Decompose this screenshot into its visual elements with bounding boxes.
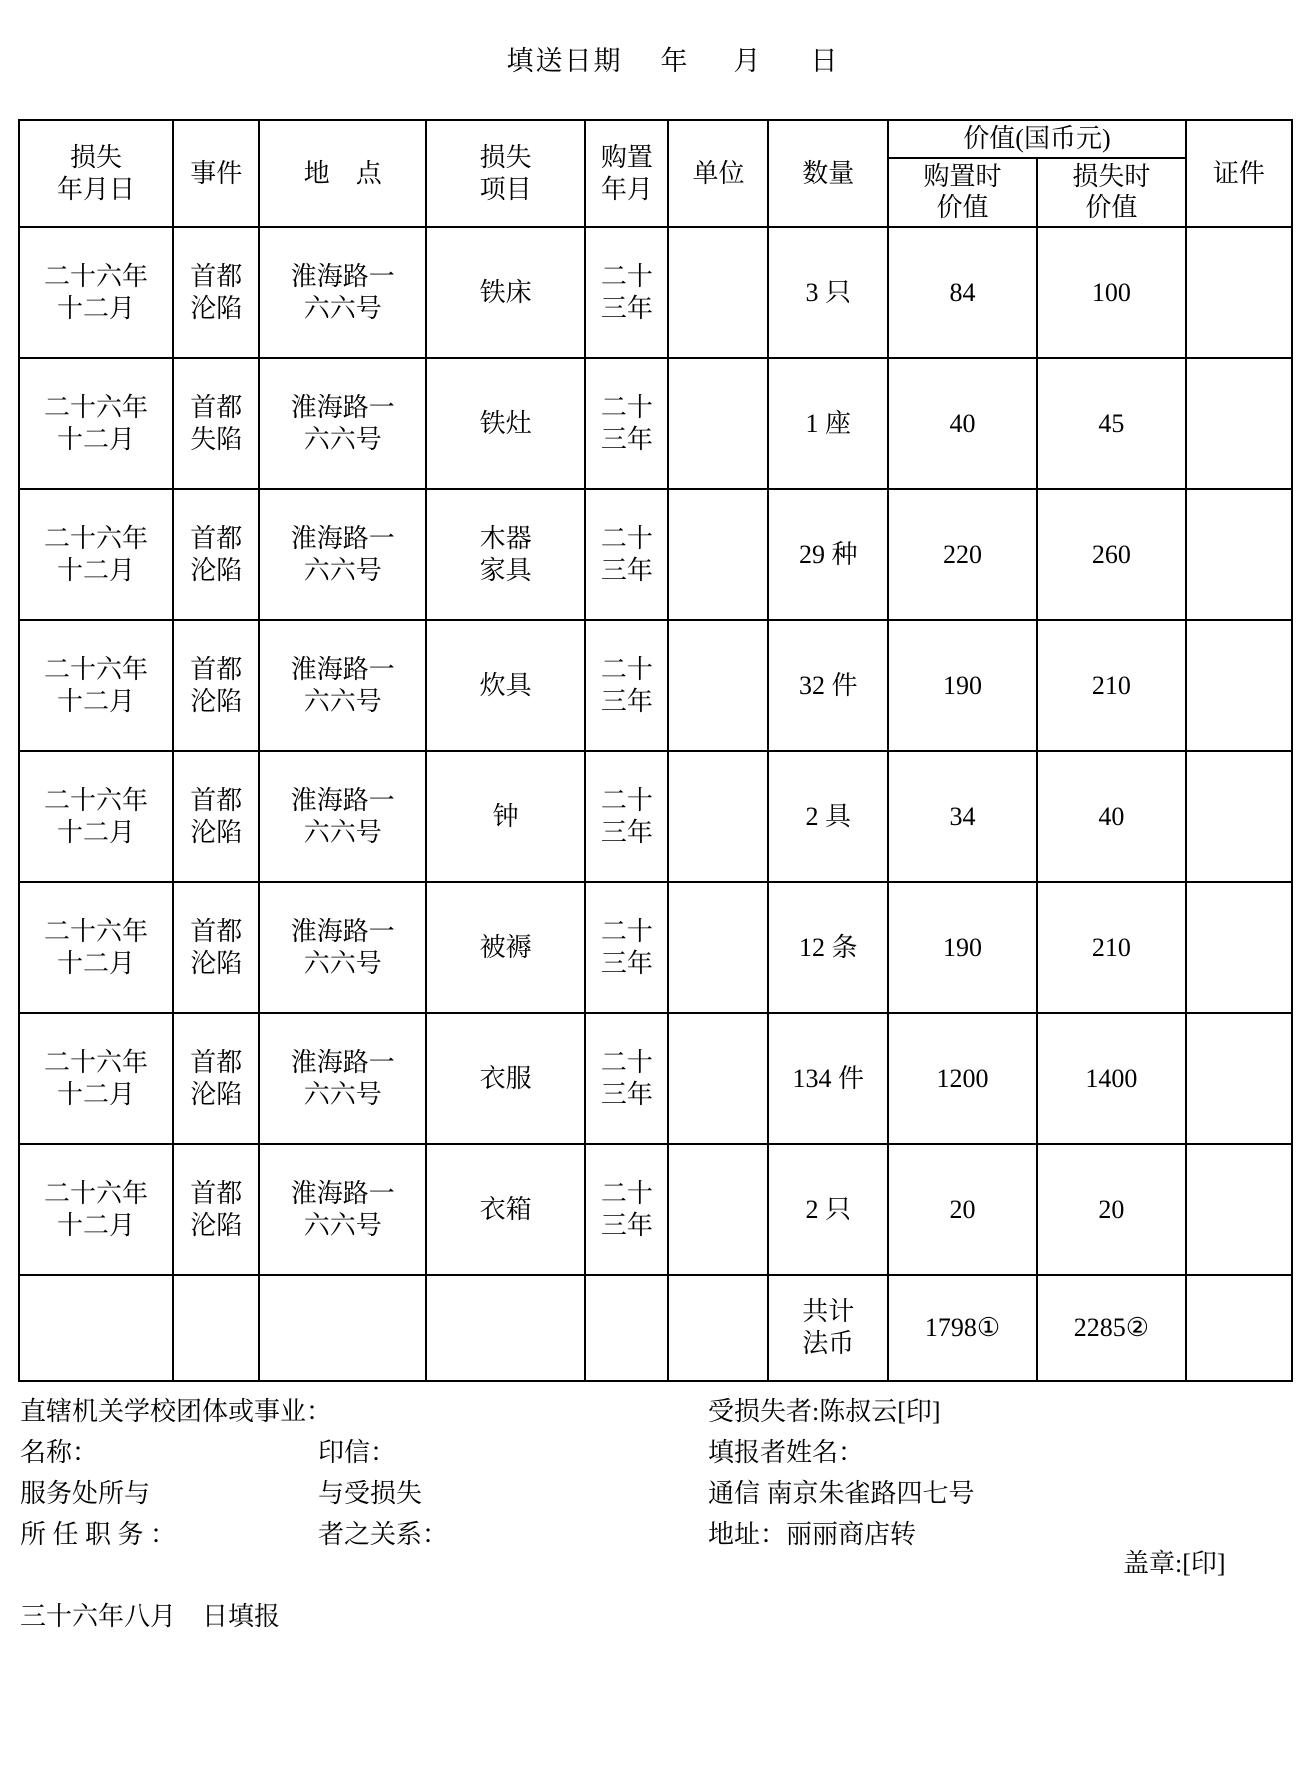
header-value-buy-line1: 购置时: [923, 161, 1002, 191]
cell-loss-date: [19, 620, 173, 751]
place-line2: 六六号: [303, 1210, 382, 1240]
cell-value-purchase: 220: [888, 489, 1037, 620]
footer-left-line-1: 直辖机关学校团体或事业：: [20, 1397, 333, 1427]
cell-quantity: 3 只: [768, 227, 888, 358]
place-line1: 淮海路一: [290, 654, 395, 684]
cell-loss-date: [19, 489, 173, 620]
event-line2: 沦陷: [190, 817, 243, 847]
buy-line1: 二十: [600, 392, 653, 422]
event-line1: 首都: [190, 261, 243, 291]
loss-date-line1: 二十六年: [44, 1047, 149, 1077]
header-certificate: 证件: [1186, 120, 1292, 227]
cell-quantity: 2 只: [768, 1144, 888, 1275]
cell-purchase-date: [585, 358, 668, 489]
cell-loss-date: [19, 751, 173, 882]
buy-line2: 三年: [600, 424, 653, 454]
header-unit: 单位: [668, 120, 768, 227]
place-line2: 六六号: [303, 817, 382, 847]
cell-loss-date: [19, 882, 173, 1013]
loss-date-line2: 十二月: [57, 817, 136, 847]
cell-value-purchase: 190: [888, 620, 1037, 751]
place-line2: 六六号: [303, 686, 382, 716]
event-line2: 沦陷: [190, 555, 243, 585]
event-line1: 首都: [190, 654, 243, 684]
header-item-line1: 损失: [479, 142, 532, 172]
event-line2: 沦陷: [190, 1079, 243, 1109]
place-line1: 淮海路一: [290, 392, 395, 422]
cell-purchase-date: [585, 1013, 668, 1144]
footer-right-line-1: 受损失者:陈叔云[印]: [708, 1397, 941, 1427]
place-line1: 淮海路一: [290, 1178, 395, 1208]
header-item: [426, 120, 585, 227]
cell-item: [426, 1013, 585, 1144]
cell-certificate: [1186, 620, 1292, 751]
header-loss-date-line1: 损失: [70, 142, 123, 172]
cell-certificate: [1186, 227, 1292, 358]
total-blank-date: [19, 1275, 173, 1381]
total-label: [768, 1275, 888, 1381]
cell-quantity: 134 件: [768, 1013, 888, 1144]
table-row: [19, 620, 1292, 751]
cell-unit: [668, 358, 768, 489]
buy-line2: 三年: [600, 686, 653, 716]
loss-table: [18, 119, 1293, 1382]
place-line2: 六六号: [303, 293, 382, 323]
table-row: [19, 882, 1292, 1013]
place-line1: 淮海路一: [290, 261, 395, 291]
cell-unit: [668, 751, 768, 882]
cell-value-loss: 45: [1037, 358, 1186, 489]
cell-value-purchase: 84: [888, 227, 1037, 358]
loss-date-line2: 十二月: [57, 948, 136, 978]
cell-value-purchase: 190: [888, 882, 1037, 1013]
cell-place: [259, 882, 426, 1013]
item-line1: 被褥: [479, 932, 532, 962]
header-loss-date: [19, 120, 173, 227]
loss-date-line2: 十二月: [57, 686, 136, 716]
cell-certificate: [1186, 358, 1292, 489]
cell-purchase-date: [585, 227, 668, 358]
header-quantity: 数量: [768, 120, 888, 227]
cell-event: [173, 358, 259, 489]
cell-quantity: 1 座: [768, 358, 888, 489]
cell-value-loss: 20: [1037, 1144, 1186, 1275]
place-line2: 六六号: [303, 948, 382, 978]
footer-stamp-label: 盖章:[印]: [1123, 1549, 1226, 1579]
cell-certificate: [1186, 751, 1292, 882]
total-blank-place: [259, 1275, 426, 1381]
cell-quantity: 2 具: [768, 751, 888, 882]
buy-line1: 二十: [600, 523, 653, 553]
event-line1: 首都: [190, 1047, 243, 1077]
cell-value-purchase: 20: [888, 1144, 1037, 1275]
footer-left-line-2: 名称：: [20, 1438, 99, 1468]
event-line2: 沦陷: [190, 1210, 243, 1240]
loss-date-line2: 十二月: [57, 293, 136, 323]
footer-right-line-3: 通信 南京朱雀路四七号: [708, 1479, 975, 1509]
buy-line1: 二十: [600, 916, 653, 946]
table-body: [19, 227, 1292, 1381]
cell-unit: [668, 1013, 768, 1144]
cell-purchase-date: [585, 751, 668, 882]
event-line2: 沦陷: [190, 686, 243, 716]
item-line1: 木器: [479, 523, 532, 553]
cell-event: [173, 620, 259, 751]
place-line1: 淮海路一: [290, 785, 395, 815]
place-line1: 淮海路一: [290, 523, 395, 553]
day-label: 日: [810, 46, 840, 76]
cell-place: [259, 489, 426, 620]
total-blank-item: [426, 1275, 585, 1381]
footer-middle-line-1: [318, 1394, 448, 1435]
cell-unit: [668, 489, 768, 620]
buy-line2: 三年: [600, 293, 653, 323]
cell-quantity: 32 件: [768, 620, 888, 751]
cell-item: [426, 882, 585, 1013]
cell-place: [259, 1144, 426, 1275]
footer-middle-line-3: 与受损失: [318, 1479, 423, 1509]
footer-right-column: [708, 1394, 975, 1558]
table-row: [19, 751, 1292, 882]
total-label-line1: 共计: [802, 1297, 855, 1327]
total-blank-unit: [668, 1275, 768, 1381]
total-label-line2: 法币: [802, 1329, 855, 1359]
place-line2: 六六号: [303, 424, 382, 454]
item-line1: 钟: [492, 801, 519, 831]
buy-line1: 二十: [600, 785, 653, 815]
cell-item: [426, 489, 585, 620]
place-line1: 淮海路一: [290, 916, 395, 946]
cell-loss-date: [19, 1013, 173, 1144]
loss-date-line1: 二十六年: [44, 785, 149, 815]
footer-report-date: 三十六年八月 日填报: [20, 1602, 281, 1632]
footer-right-line-2: 填报者姓名：: [708, 1438, 865, 1468]
buy-line1: 二十: [600, 1047, 653, 1077]
cell-loss-date: [19, 358, 173, 489]
footer-left-line-4: 所 任 职 务 ：: [20, 1520, 177, 1550]
buy-line2: 三年: [600, 948, 653, 978]
cell-event: [173, 1144, 259, 1275]
cell-purchase-date: [585, 620, 668, 751]
header-purchase-line2: 年月: [600, 174, 653, 204]
footer-right-line-4: 地址：丽丽商店转: [708, 1520, 917, 1550]
buy-line2: 三年: [600, 1079, 653, 1109]
table-header-row-1: [19, 120, 1292, 158]
cell-item: [426, 620, 585, 751]
header-place: 地 点: [259, 120, 426, 227]
cell-value-loss: 100: [1037, 227, 1186, 358]
cell-item: [426, 227, 585, 358]
header-value-loss-line2: 价值: [1085, 193, 1138, 223]
item-line1: 衣服: [479, 1063, 532, 1093]
total-blank-purchase: [585, 1275, 668, 1381]
cell-place: [259, 751, 426, 882]
loss-date-line2: 十二月: [57, 1210, 136, 1240]
fill-date-label: 填送日期: [506, 46, 623, 76]
buy-line2: 三年: [600, 817, 653, 847]
cell-unit: [668, 1144, 768, 1275]
cell-value-loss: 260: [1037, 489, 1186, 620]
cell-purchase-date: [585, 1144, 668, 1275]
cell-place: [259, 358, 426, 489]
cell-event: [173, 751, 259, 882]
footer-left-line-3: 服务处所与: [20, 1479, 151, 1509]
buy-line1: 二十: [600, 1178, 653, 1208]
cell-unit: [668, 620, 768, 751]
cell-place: [259, 1013, 426, 1144]
cell-item: [426, 358, 585, 489]
header-value-at-purchase: [888, 158, 1037, 227]
cell-place: [259, 227, 426, 358]
event-line1: 首都: [190, 523, 243, 553]
cell-loss-date: [19, 227, 173, 358]
buy-line1: 二十: [600, 261, 653, 291]
event-line2: 失陷: [190, 424, 243, 454]
buy-line2: 三年: [600, 1210, 653, 1240]
place-line1: 淮海路一: [290, 1047, 395, 1077]
cell-item: [426, 751, 585, 882]
loss-date-line1: 二十六年: [44, 523, 149, 553]
place-line2: 六六号: [303, 555, 382, 585]
header-event: 事件: [173, 120, 259, 227]
table-row: [19, 1013, 1292, 1144]
header-value-buy-line2: 价值: [936, 193, 989, 223]
cell-quantity: 12 条: [768, 882, 888, 1013]
event-line1: 首都: [190, 1178, 243, 1208]
cell-value-loss: 210: [1037, 620, 1186, 751]
cell-unit: [668, 882, 768, 1013]
cell-value-loss: 210: [1037, 882, 1186, 1013]
header-purchase-line1: 购置: [600, 142, 653, 172]
cell-certificate: [1186, 1144, 1292, 1275]
buy-line1: 二十: [600, 654, 653, 684]
event-line2: 沦陷: [190, 293, 243, 323]
item-line1: 炊具: [479, 670, 532, 700]
cell-value-purchase: 1200: [888, 1013, 1037, 1144]
item-line1: 铁床: [479, 277, 532, 307]
loss-date-line2: 十二月: [57, 555, 136, 585]
cell-event: [173, 1013, 259, 1144]
total-blank-event: [173, 1275, 259, 1381]
header-purchase-date: [585, 120, 668, 227]
header-value-group: 价值(国币元): [888, 120, 1186, 158]
total-value-loss: 2285②: [1037, 1275, 1186, 1381]
footer-middle-column: [318, 1394, 448, 1558]
loss-date-line2: 十二月: [57, 1079, 136, 1109]
table-row: [19, 1144, 1292, 1275]
event-line1: 首都: [190, 392, 243, 422]
event-line1: 首都: [190, 916, 243, 946]
event-line2: 沦陷: [190, 948, 243, 978]
loss-date-line1: 二十六年: [44, 1178, 149, 1208]
table-row: [19, 227, 1292, 358]
cell-purchase-date: [585, 882, 668, 1013]
footer-section: [18, 1394, 1293, 1644]
cell-place: [259, 620, 426, 751]
total-blank-certificate: [1186, 1275, 1292, 1381]
header-value-at-loss: [1037, 158, 1186, 227]
cell-certificate: [1186, 882, 1292, 1013]
year-label: 年: [660, 46, 690, 76]
loss-date-line1: 二十六年: [44, 392, 149, 422]
cell-value-loss: 1400: [1037, 1013, 1186, 1144]
table-row: [19, 489, 1292, 620]
fill-date-header: [18, 0, 1293, 119]
cell-unit: [668, 227, 768, 358]
cell-event: [173, 489, 259, 620]
header-value-loss-line1: 损失时: [1072, 161, 1151, 191]
cell-purchase-date: [585, 489, 668, 620]
footer-middle-line-4: 者之关系：: [318, 1520, 449, 1550]
buy-line2: 三年: [600, 555, 653, 585]
table-row: [19, 358, 1292, 489]
cell-certificate: [1186, 1013, 1292, 1144]
loss-date-line1: 二十六年: [44, 654, 149, 684]
cell-loss-date: [19, 1144, 173, 1275]
total-value-purchase: 1798①: [888, 1275, 1037, 1381]
item-line1: 衣箱: [479, 1194, 532, 1224]
item-line2: 家具: [479, 555, 532, 585]
loss-date-line1: 二十六年: [44, 261, 149, 291]
event-line1: 首都: [190, 785, 243, 815]
month-label: 月: [733, 46, 763, 76]
table-total-row: [19, 1275, 1292, 1381]
cell-certificate: [1186, 489, 1292, 620]
loss-date-line2: 十二月: [57, 424, 136, 454]
place-line2: 六六号: [303, 1079, 382, 1109]
cell-value-purchase: 34: [888, 751, 1037, 882]
footer-left-column: [20, 1394, 332, 1558]
cell-value-loss: 40: [1037, 751, 1186, 882]
cell-quantity: 29 种: [768, 489, 888, 620]
cell-event: [173, 227, 259, 358]
footer-middle-line-2: 印信：: [318, 1438, 397, 1468]
header-item-line2: 项目: [479, 174, 532, 204]
item-line1: 铁灶: [479, 408, 532, 438]
header-loss-date-line2: 年月日: [57, 174, 136, 204]
cell-item: [426, 1144, 585, 1275]
cell-value-purchase: 40: [888, 358, 1037, 489]
cell-event: [173, 882, 259, 1013]
loss-date-line1: 二十六年: [44, 916, 149, 946]
